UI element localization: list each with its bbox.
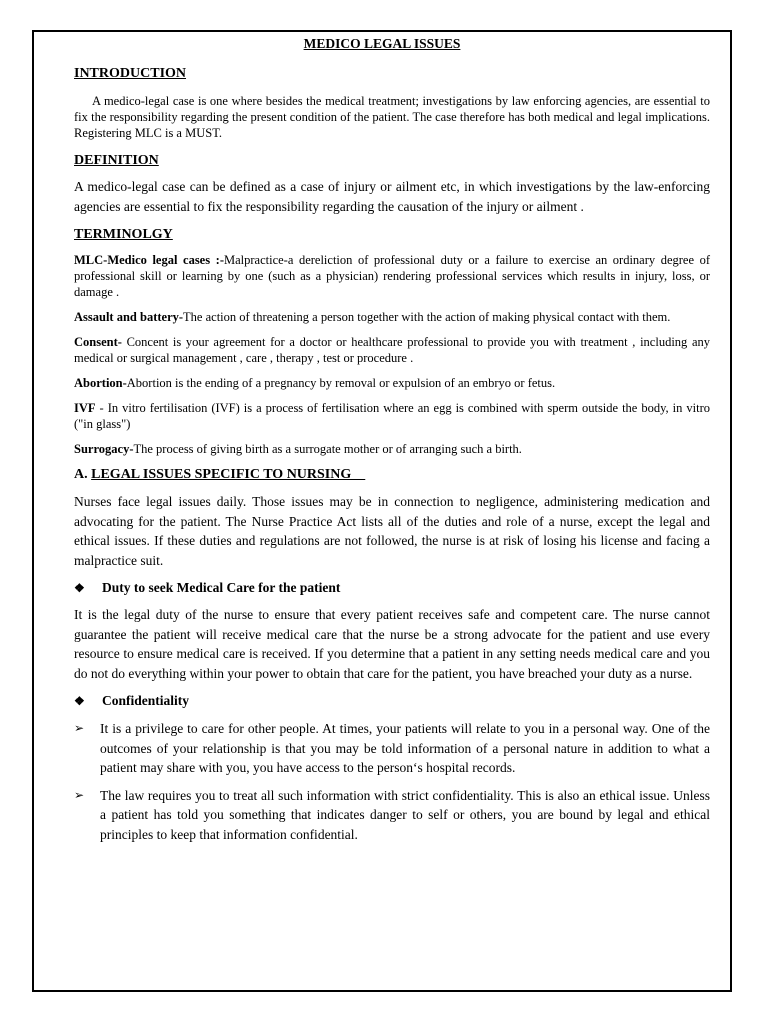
term-item-mlc [74, 252, 710, 300]
term-label: Surrogacy- [74, 442, 134, 456]
term-text: Abortion is the ending of a pregnancy by removal or expulsion of an embryo or fetus. [126, 376, 556, 390]
diamond-bullet-icon: ❖ [74, 580, 85, 595]
list-item [74, 786, 710, 845]
introduction-heading: INTRODUCTION [74, 66, 187, 81]
terminology-heading: TERMINOLGY [74, 227, 173, 242]
section-a-text: Nurses face legal issues daily. Those issues may be in connection to negligence, administering medication and advocating for the patient. The Nurse Practice Act lists all of the duties and role of a nurse, except the legal and ethical issues. If these duties and regulations are not followed, the nurse is at risk of losing his license and facing a malpractice suit. [74, 494, 710, 568]
definition-text: A medico-legal case can be defined as a case of injury or ailment etc, in which investigations by the law-enforcing agencies are essential to fix the responsibility regarding the causation of the injury or ailment . [74, 179, 710, 214]
page-title: MEDICO LEGAL ISSUES [303, 36, 461, 51]
term-text: Concent is your agreement for a doctor or healthcare professional to provide you with treatment , including any medical or surgical management , care , therapy , test or procedure . [74, 335, 710, 365]
term-item-abortion [74, 375, 710, 391]
term-label: MLC-Medico legal cases :- [74, 253, 224, 267]
term-text: The action of threatening a person together with the action of making physical contact with them. [183, 310, 671, 324]
term-label: Assault and battery- [74, 310, 184, 324]
confidentiality-title: Confidentiality [102, 693, 190, 708]
document-body [74, 66, 710, 844]
section-a-heading [74, 467, 710, 483]
definition-heading: DEFINITION [74, 153, 159, 168]
diamond-bullet-icon: ❖ [74, 693, 85, 708]
arrow-bullet-icon: ➢ [74, 787, 85, 802]
introduction-text: A medico-legal case is one where besides the medical treatment; investigations by law enforcing agencies, are essential to fix the responsibility regarding the present condition of the patient. The case therefore has both medical and legal implications. Registering MLC is a MUST. [74, 94, 710, 140]
list-item-text: The law requires you to treat all such information with strict confidentiality. This is also an ethical issue. Unless a patient has told you something that indicates danger to self or others, you are bound by legal and ethical principles to keep that information confidential. [100, 787, 710, 842]
duty-heading [74, 580, 710, 596]
list-item [74, 719, 710, 778]
term-item-assault [74, 309, 710, 325]
term-item-surrogacy [74, 441, 710, 457]
arrow-bullet-icon: ➢ [74, 721, 85, 735]
term-text: - In vitro fertilisation (IVF) is a process of fertilisation where an egg is combined with sperm outside the body, in vitro ("in glass") [74, 401, 710, 431]
term-text: Malpractice-a dereliction of professional duty or a failure to exercise an ordinary degree of professional skill or learning by one (such as a physician) rendering professional services which results in injury, loss, or damage . [74, 253, 710, 299]
term-text: The process of giving birth as a surrogate mother or of arranging such a birth. [133, 442, 522, 456]
term-label: IVF [74, 401, 96, 415]
term-item-consent [74, 334, 710, 366]
duty-title: Duty to seek Medical Care for the patient [102, 580, 341, 595]
document-page [32, 30, 732, 992]
list-item-text: It is a privilege to care for other people. At times, your patients will relate to you in a personal way. One of the outcomes of your relationship is that you may be told information of a personal nature in addition to what a patient may share with you, you have access to the person‘s hospital records. [100, 721, 710, 775]
confidentiality-heading [74, 693, 710, 709]
section-a-prefix: A. [74, 467, 92, 482]
term-label: Consent- [74, 335, 122, 349]
duty-text: It is the legal duty of the nurse to ensure that every patient receives safe and competent care. The nurse cannot guarantee the patient will receive medical care that the nurse be a strong advocate for the patient and use every resource to ensure medical care is received. If you determine that a patient in any setting needs medical care and you do not do everything within your power to obtain that care for the patient, you have breached your duty as a nurse. [74, 607, 710, 681]
term-item-ivf [74, 400, 710, 432]
section-a-title: LEGAL ISSUES SPECIFIC TO NURSING [91, 467, 366, 482]
term-label: Abortion- [74, 376, 127, 390]
